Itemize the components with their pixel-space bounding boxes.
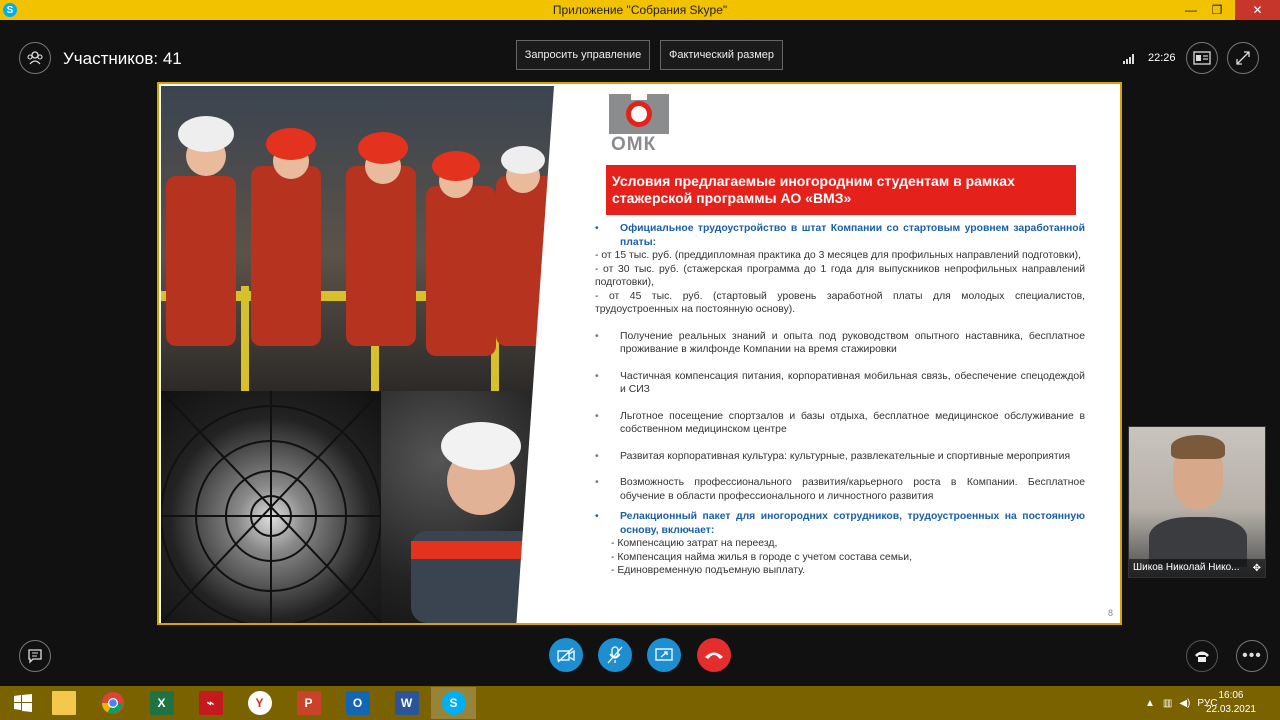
tray-arrow-icon[interactable]: ▲ [1145,697,1155,709]
network-icon[interactable]: ▥ [1162,697,1173,709]
mute-button[interactable] [598,638,632,672]
layout-icon [1193,51,1211,65]
bullet-icon: • [595,511,599,522]
hang-up-icon [704,650,724,660]
move-icon[interactable]: ✥ [1252,563,1261,574]
phone-icon [1194,649,1210,663]
fullscreen-button[interactable] [1227,42,1259,74]
relocation-item: - Единовременную подъемную выплату. [611,565,806,576]
hang-up-button[interactable] [697,638,731,672]
section-relocation-package [595,510,1085,537]
video-toggle-button[interactable] [549,638,583,672]
windows-taskbar [0,686,1280,720]
taskbar-chrome[interactable] [90,687,135,719]
share-screen-button[interactable] [647,638,681,672]
actual-size-button[interactable]: Фактический размер [660,40,783,70]
word-icon: W [395,691,419,715]
expand-icon [1235,50,1251,66]
signal-strength-icon [1123,54,1135,64]
call-dialpad-button[interactable] [1186,640,1218,672]
taskbar-acrobat[interactable] [188,687,233,719]
skype-icon: S [442,691,466,715]
benefit-item: • Получение реальных знаний и опыта под руководством опытного наставника, бесплатное проживание в жилфонде Компании на время стажировки [595,330,1085,355]
more-options-button[interactable] [1236,640,1268,672]
excel-icon: X [150,691,174,715]
participant-video[interactable] [1128,426,1266,578]
clock-time: 16:06 [1218,690,1244,701]
people-icon [26,49,44,67]
acrobat-icon: ⌁ [199,691,223,715]
salary-item: - от 15 тыс. руб. (преддипломная практика до 3 месяцев для профильных направлений подготовки), [595,250,1081,261]
participants-button[interactable] [19,42,51,74]
omk-logo-text: ОМК [611,134,657,155]
taskbar-skype[interactable] [431,687,476,719]
request-control-button[interactable]: Запросить управление [516,40,650,70]
content-layout-button[interactable] [1186,42,1218,74]
start-button[interactable] [0,687,45,719]
bullet-icon: • [595,223,599,234]
relocation-item: - Компенсация найма жилья в городе с учетом состава семьи, [611,551,912,563]
maximize-button[interactable]: ❐ [1211,3,1223,17]
taskbar-yandex[interactable] [237,687,282,719]
folder-icon [52,691,76,715]
yandex-browser-icon: Y [248,691,272,715]
chat-icon [27,648,43,664]
benefit-item: • Частичная компенсация питания, корпоративная мобильная связь, обеспечение спецодеждой и СИЗ [595,370,1085,395]
close-button[interactable]: ✕ [1235,0,1280,20]
window-title-bar [0,0,1280,20]
taskbar-clock[interactable] [1206,689,1256,717]
minimize-button[interactable]: — [1185,3,1197,17]
salary-item: - от 45 тыс. руб. (стартовый уровень заработной платы для молодых специалистов, трудоустроенных на постоянную основу). [595,290,1085,315]
benefit-item: • Льготное посещение спортзалов и базы отдыха, бесплатное медицинское обслуживание в собственном медицинском центре [595,410,1085,435]
clock-date: 22.03.2021 [1205,704,1256,715]
slide-page-number: 8 [1107,608,1113,618]
taskbar-outlook[interactable] [335,687,380,719]
participant-name: Шиков Николай Нико... [1129,559,1265,577]
section-title: Официальное трудоустройство в штат Компании со стартовым уровнем заработанной платы: [620,223,1085,248]
slide-title-banner: Условия предлагаемые иногородним студентам в рамках стажерской программы АО «ВМЗ» [606,165,1076,215]
shared-presentation-slide [157,82,1122,625]
powerpoint-icon: P [297,691,321,715]
chat-button[interactable] [19,640,51,672]
share-screen-icon [655,647,673,663]
benefit-item: • Развитая корпоративная культура: культурные, развлекательные и спортивные мероприятия [595,450,1071,462]
salary-item: - от 30 тыс. руб. (стажерская программа до 1 года для выпускников непрофильных направлений подготовки), [595,263,1085,288]
meeting-time: 22:26 [1148,52,1176,64]
volume-icon[interactable]: ◀) [1179,697,1191,709]
section-official-employment [595,222,1085,249]
window-title: Приложение "Собрания Skype" [552,3,728,17]
steel-structure-photo [161,391,381,623]
chrome-icon [101,691,125,715]
slide-content [595,222,1085,578]
taskbar-file-explorer[interactable] [41,687,86,719]
skype-app-icon: S [3,3,17,17]
mic-off-icon [607,646,623,664]
video-off-icon [557,647,575,663]
windows-logo-icon [13,693,33,713]
workers-photo [161,86,571,391]
taskbar-word[interactable] [384,687,429,719]
relocation-item: - Компенсацию затрат на переезд, [611,538,778,549]
section-title: Релакционный пакет для иногородних сотрудников, трудоустроенных на постоянную основу, включает: [620,511,1085,536]
outlook-icon: O [346,691,370,715]
benefit-item: • Возможность профессионального развития/карьерного роста в Компании. Бесплатное обучение в области профессионального и личностного развития [595,477,1085,502]
participants-count: Участников: 41 [63,49,182,68]
taskbar-powerpoint[interactable] [286,687,331,719]
language-indicator[interactable]: РУС [1197,697,1218,709]
taskbar-excel[interactable] [139,687,184,719]
meeting-stage [0,20,1280,686]
ellipsis-icon: ••• [1242,647,1262,664]
